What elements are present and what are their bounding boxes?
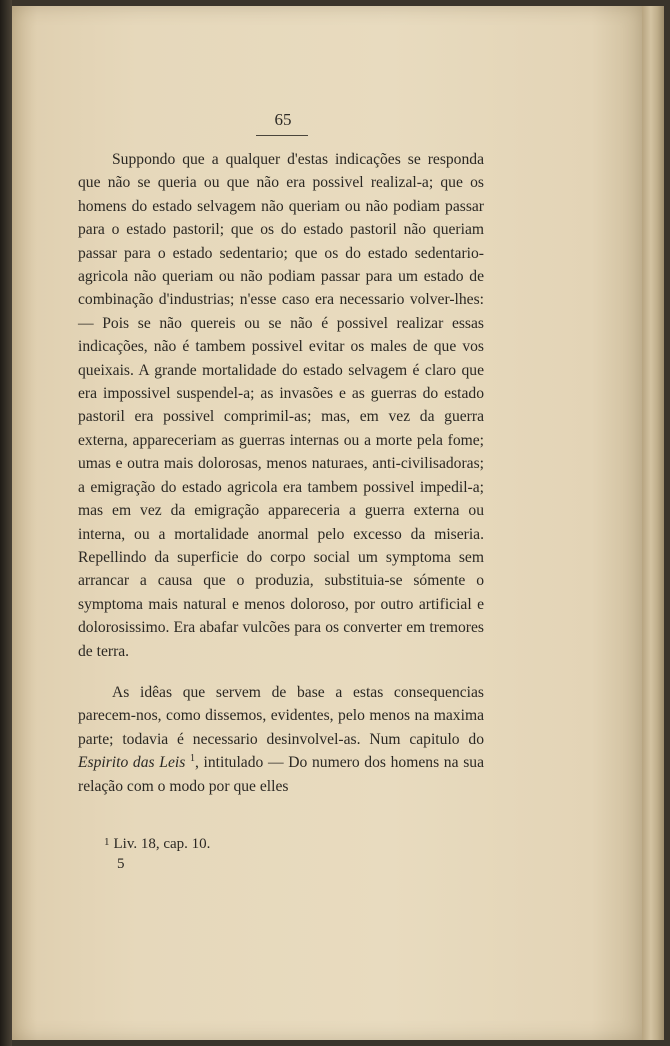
footnote [104,832,210,854]
book-title-italic: Espirito das Leis [78,754,186,772]
paragraph-2-end: , intitulado — Do numero dos homens na sua relação com o modo por que elles [78,754,484,795]
page-number: 65 [274,110,292,129]
footnote-text: Liv. 18, cap. 10. [113,836,211,852]
footnote-mark: 1 [104,836,110,848]
book-binding-shadow [0,0,12,1046]
page-number-rule [256,135,308,136]
signature-mark: 5 [117,856,125,872]
paragraph-2 [78,681,484,798]
paragraph-1: Suppondo que a qualquer d'estas indicações se responda que não se queria ou que não era possivel realizal-a; que os homens do estado selvagem não queriam ou não podiam passar para o estado pastoril; que os do estado pastoril não queriam passar para o estado sedentario; que os do estado sedentario-agricola não queriam ou não podiam passar para um estado de combinação d'industrias; n'esse caso era necessario volver-lhes: — Pois se não quereis ou se não é possivel realizar essas indicações, não é tambem possivel evitar os males de que vos queixais. A grande mortalidade do estado selvagem é claro que era impossivel suspendel-a; as invasões e as guerras do estado pastoril era possivel comprimil-as; mas, em vez da guerra externa, appareceriam as guerras internas ou a morte pela fome; umas e outra mais dolorosas, menos naturaes, anti-civilisadoras; a emigração do estado agricola era tambem possivel impedil-a; mas em vez da emigração appareceria a guerra externa ou interna, ou a mortalidade anormal pelo excesso da miseria. Repellindo da superficie do corpo social um symptoma sem arrancar a causa que o produzia, substituia-se sómente o symptoma mais natural e menos doloroso, por outro artificial e dolorosissimo. Era abafar vulcões para os converter em tremores de terra. [78,151,484,660]
footnote-reference: 1 [189,752,195,764]
page-edges [642,6,664,1040]
body-text [78,148,484,798]
paragraph-2-start: As idêas que servem de base a estas consequencias parecem-nos, como dissemos, evidentes, pelo menos na maxima parte; todavia é necessario desinvolvel-as. Num capitulo do [78,683,484,748]
